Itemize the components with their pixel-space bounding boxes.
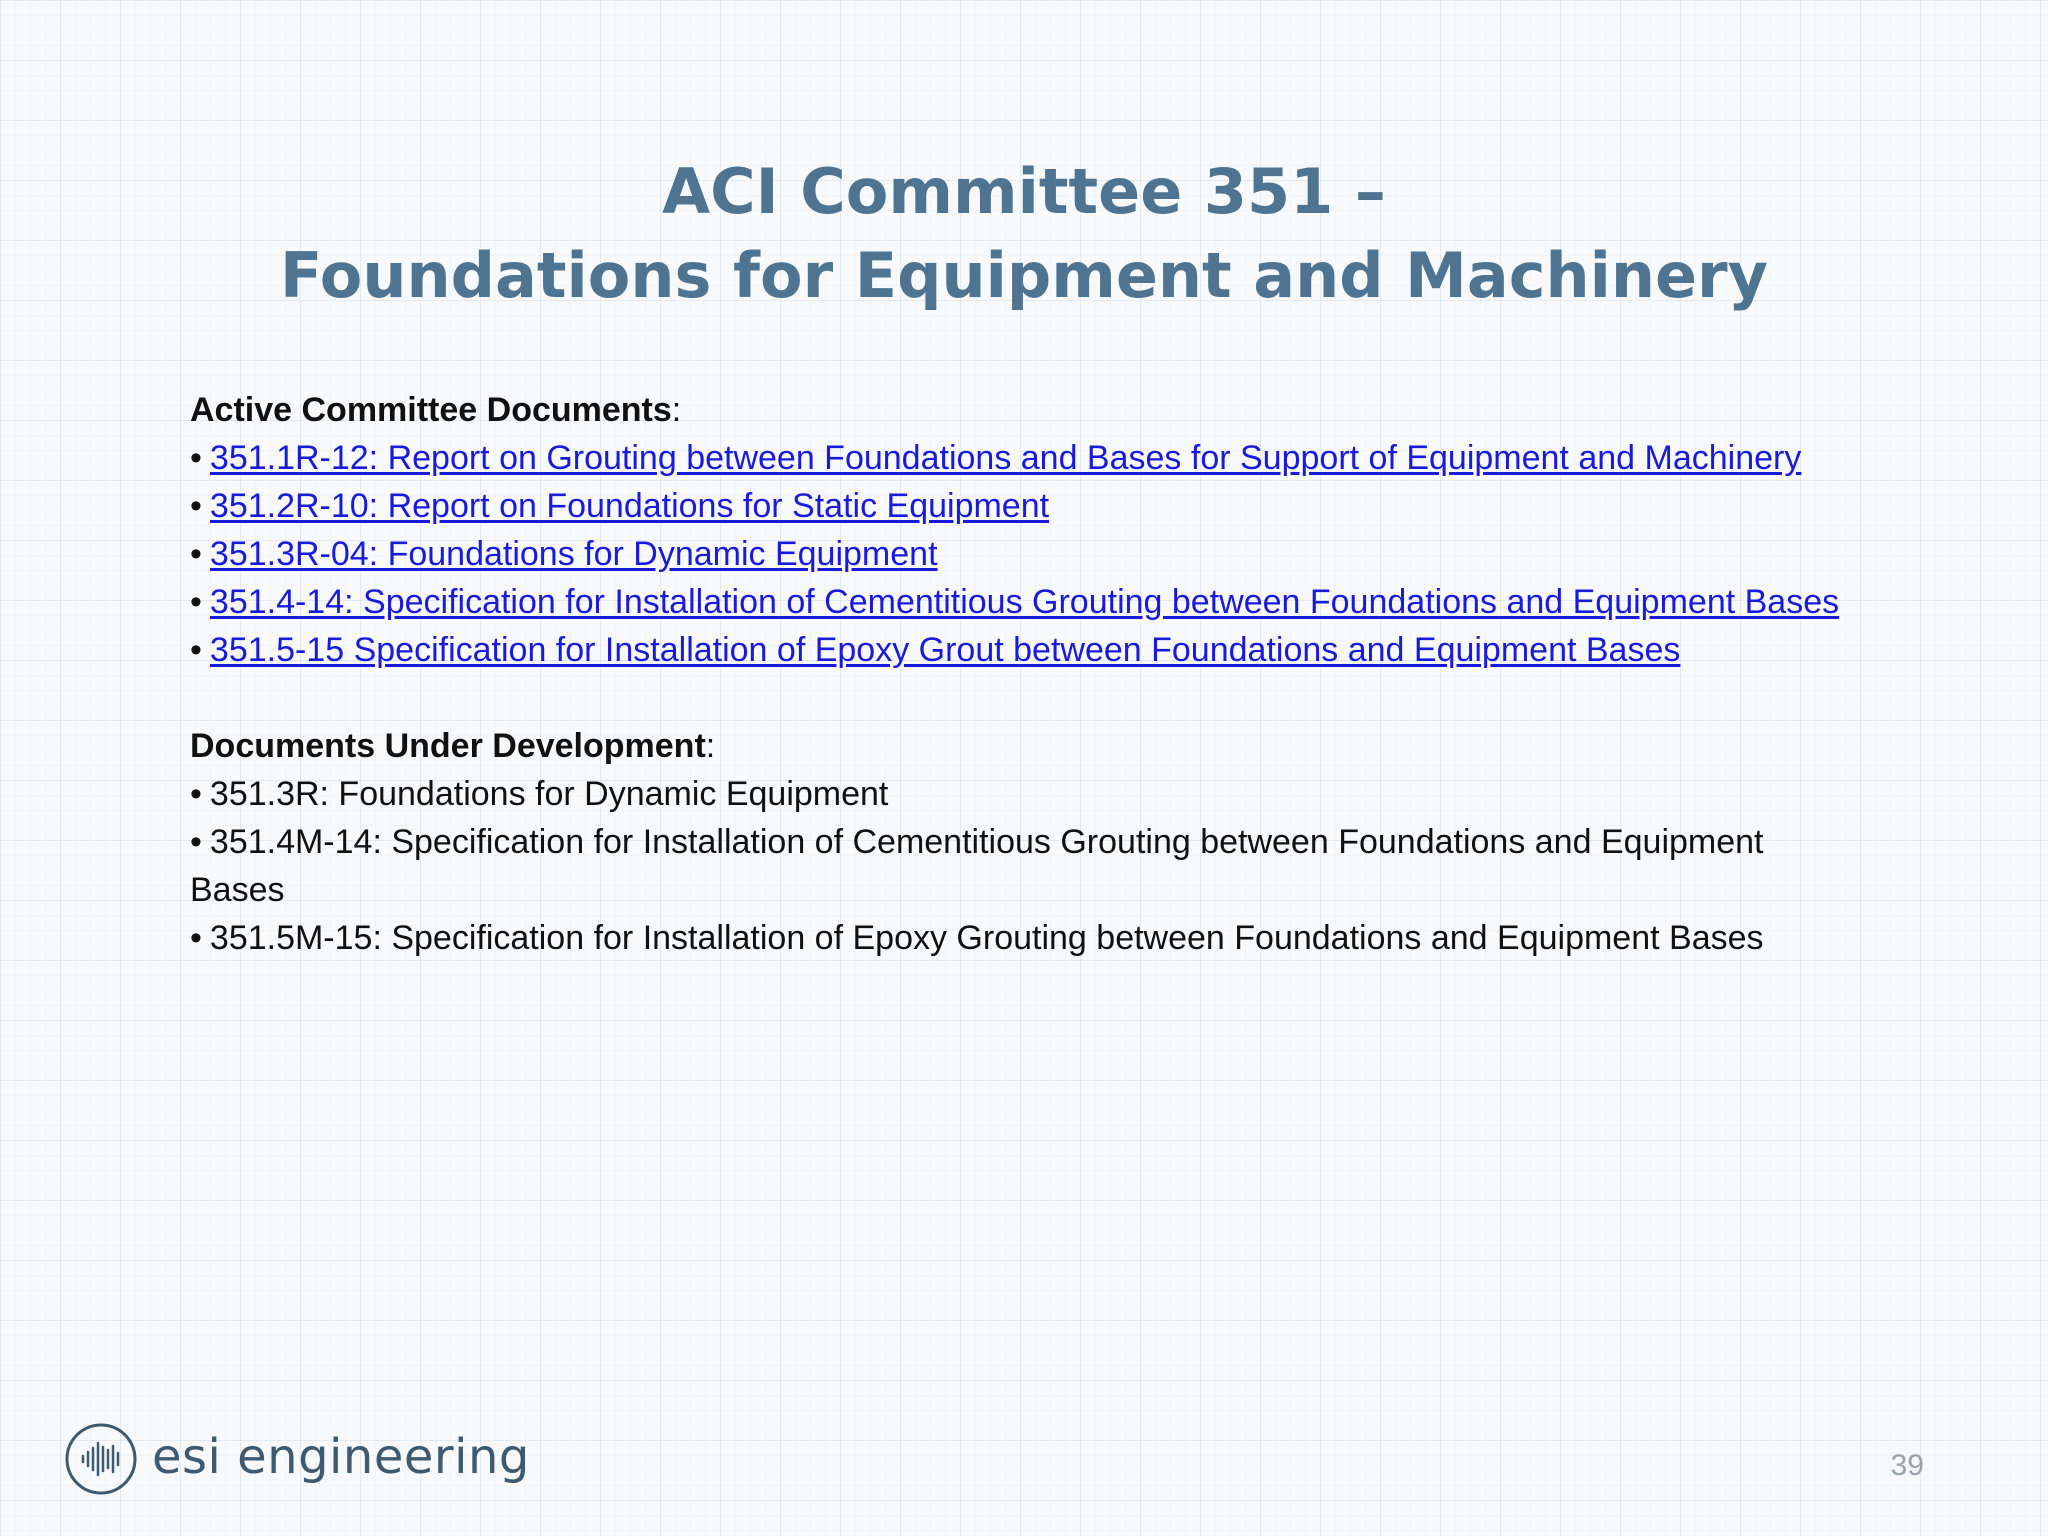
slide-title-line-2: Foundations for Equipment and Machinery <box>279 238 1769 312</box>
document-link-351-5-15[interactable]: 351.5-15 Specification for Installation of Epoxy Grout between Foundations and Equipment Bases <box>209 631 1681 669</box>
active-documents-heading-colon: : <box>671 391 682 429</box>
slide-title-line-1: ACI Committee 351 – <box>662 154 1386 228</box>
esi-engineering-logo <box>64 1422 530 1496</box>
waveform-circle-icon <box>64 1422 138 1496</box>
active-document-item <box>190 482 1850 530</box>
document-link-351-2r-10[interactable]: 351.2R-10: Report on Foundations for Static Equipment <box>209 487 1050 525</box>
development-document-351-5m-15: 351.5M-15: Specification for Installation of Epoxy Grouting between Foundations and Equipment Bases <box>209 919 1764 957</box>
section-spacer <box>190 674 1850 722</box>
bullet: • <box>190 583 202 621</box>
active-document-item <box>190 530 1850 578</box>
bullet: • <box>190 535 202 573</box>
development-document-351-4m-14: 351.4M-14: Specification for Installation of Cementitious Grouting between Foundations and Equipment Bases <box>190 823 1764 909</box>
document-link-351-4-14[interactable]: 351.4-14: Specification for Installation of Cementitious Grouting between Foundations and Equipment Bases <box>209 583 1840 621</box>
active-document-item <box>190 626 1850 674</box>
development-document-item <box>190 914 1850 962</box>
development-documents-heading-text: Documents Under Development <box>190 727 706 765</box>
active-document-item <box>190 578 1850 626</box>
document-link-351-3r-04[interactable]: 351.3R-04: Foundations for Dynamic Equipment <box>209 535 938 573</box>
active-documents-list <box>190 434 1850 674</box>
development-documents-heading <box>190 722 1850 770</box>
development-documents-heading-colon: : <box>705 727 716 765</box>
active-documents-heading <box>190 386 1850 434</box>
development-document-item <box>190 770 1850 818</box>
page-number: 39 <box>1890 1449 1924 1482</box>
brand-name: esi engineering <box>152 1429 530 1485</box>
development-document-351-3r: 351.3R: Foundations for Dynamic Equipment <box>209 775 889 813</box>
development-document-item <box>190 818 1850 914</box>
slide-content <box>190 386 1850 962</box>
bullet: • <box>190 919 202 957</box>
active-document-item <box>190 434 1850 482</box>
development-documents-list <box>190 770 1850 962</box>
bullet: • <box>190 439 202 477</box>
slide-title <box>0 150 2048 318</box>
bullet: • <box>190 775 202 813</box>
bullet: • <box>190 631 202 669</box>
document-link-351-1r-12[interactable]: 351.1R-12: Report on Grouting between Foundations and Bases for Support of Equipment and Machinery <box>209 439 1802 477</box>
bullet: • <box>190 487 202 525</box>
bullet: • <box>190 823 202 861</box>
active-documents-heading-text: Active Committee Documents <box>190 391 672 429</box>
